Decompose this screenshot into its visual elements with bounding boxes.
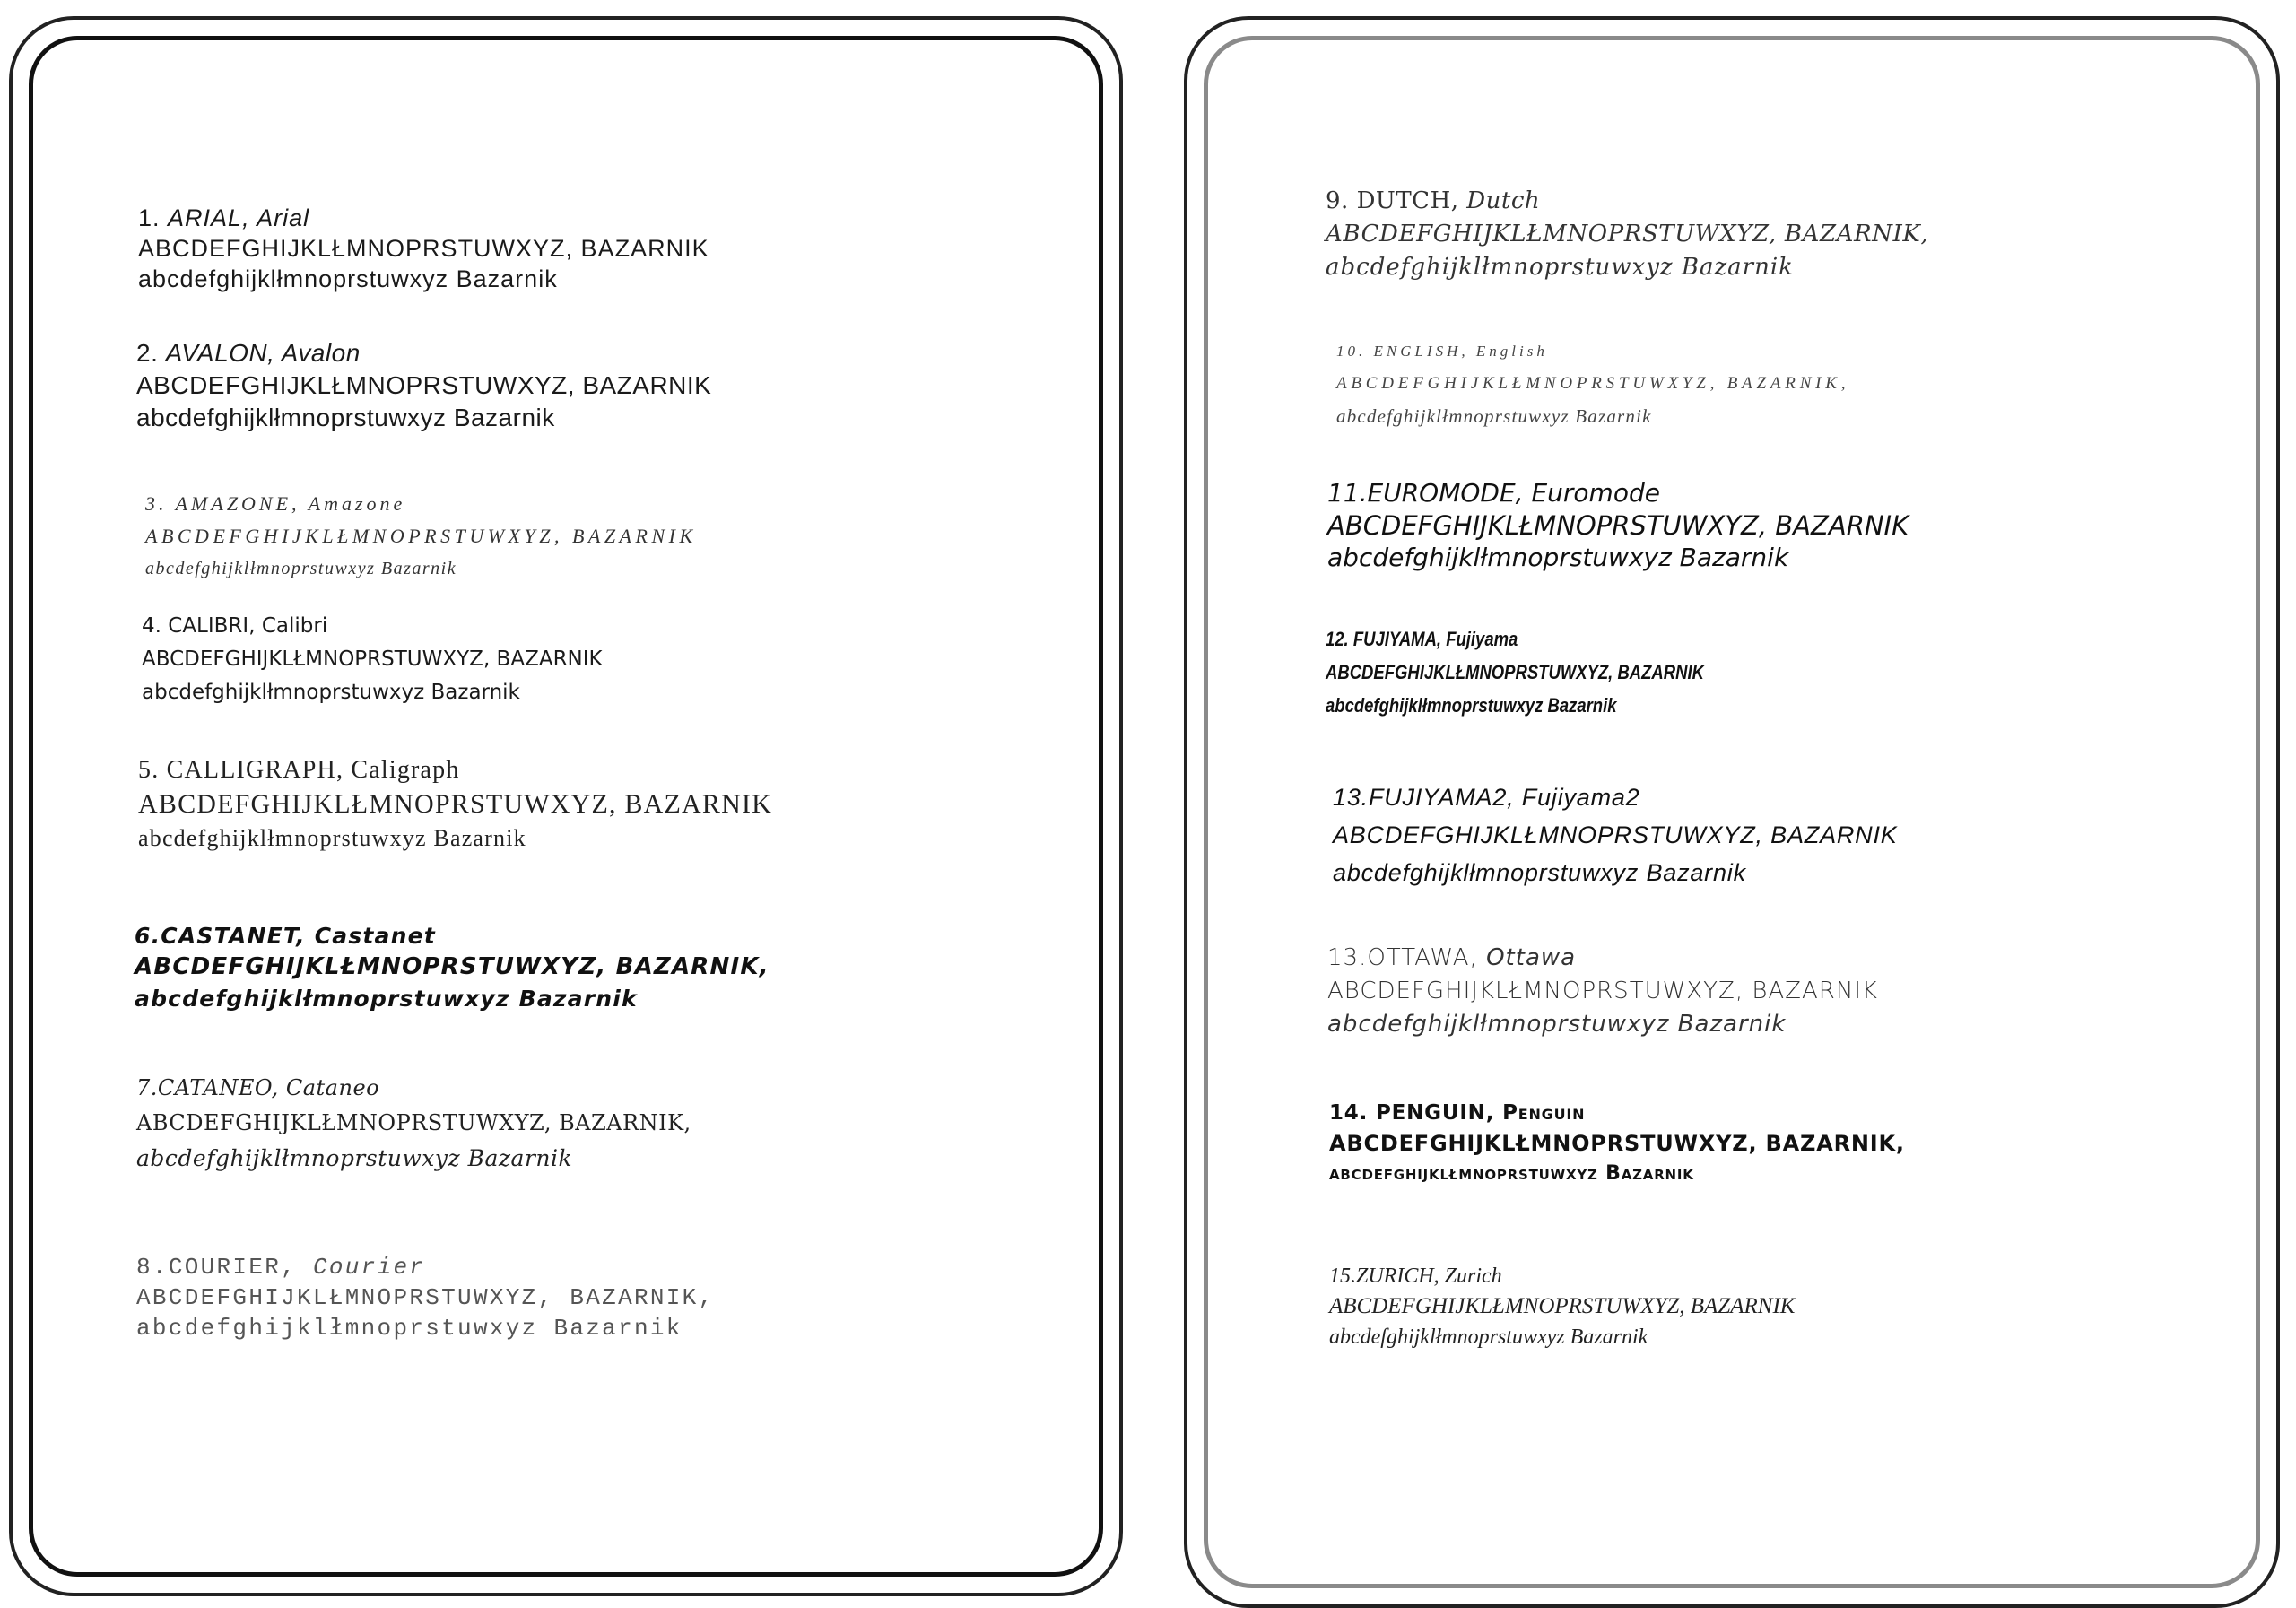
font-sample-uppercase: ABCDEFGHIJKLŁMNOPRSTUWXYZ, BAZARNIK <box>1327 978 1878 1004</box>
font-sample-lowercase: abcdefghijklłmnoprstuwxyz Bazarnik <box>1326 694 1617 717</box>
font-sample-lowercase: abcdefghijklłmnoprstuwxyz Bazarnik <box>1329 1162 1694 1185</box>
font-sample-lowercase: abcdefghijklłmnoprstuwxyz Bazarnik <box>135 986 638 1012</box>
font-sample-ottawa <box>1327 942 1878 1041</box>
font-sample-zurich <box>1329 1261 1795 1352</box>
font-sample-uppercase: ABCDEFGHIJKLŁMNOPRSTUWXYZ, BAZARNIK <box>145 525 697 547</box>
font-sample-lowercase: abcdefghijklłmnoprstuwxyz Bazarnik <box>1327 1011 1787 1038</box>
font-sample-fujiyama <box>1326 622 1704 722</box>
font-sample-title: 9. DUTCH, Dutch <box>1326 187 1541 214</box>
font-sample-arial <box>138 203 709 294</box>
font-sample-lowercase: abcdefghijklłmnoprstuwxyz Bazarnik <box>138 825 526 851</box>
font-sample-title: 12. FUJIYAMA, Fujiyama <box>1326 628 1518 650</box>
font-sample-euromode <box>1327 477 1909 574</box>
font-sample-uppercase: ABCDEFGHIJKLŁMNOPRSTUWXYZ, BAZARNIK <box>138 235 709 262</box>
font-sample-uppercase: ABCDEFGHIJKLŁMNOPRSTUWXYZ, BAZARNIK <box>1329 1294 1796 1318</box>
font-sample-title: 1. ARIAL, Arial <box>138 204 310 231</box>
font-sample-calibri <box>142 610 603 709</box>
font-sample-uppercase: ABCDEFGHIJKLŁMNOPRSTUWXYZ, BAZARNIK <box>142 648 603 671</box>
font-sample-uppercase: ABCDEFGHIJKLŁMNOPRSTUWXYZ, BAZARNIK, <box>136 1284 715 1311</box>
font-sample-lowercase: abcdefghijklłmnoprstuwxyz Bazarnik <box>136 1315 683 1342</box>
font-sample-uppercase: ABCDEFGHIJKLŁMNOPRSTUWXYZ, BAZARNIK, <box>1336 374 1850 393</box>
font-sample-uppercase: ABCDEFGHIJKLŁMNOPRSTUWXYZ, BAZARNIK <box>136 371 712 399</box>
font-sample-uppercase: ABCDEFGHIJKLŁMNOPRSTUWXYZ, BAZARNIK <box>138 789 773 819</box>
font-sample-calligraph <box>138 753 772 856</box>
font-sample-title: 5. CALLIGRAPH, Caligraph <box>138 756 460 784</box>
font-sample-uppercase: ABCDEFGHIJKLŁMNOPRSTUWXYZ, BAZARNIK, <box>1326 221 1929 248</box>
font-sample-title: 13.OTTAWA, Ottawa <box>1327 944 1577 971</box>
font-sample-courier <box>136 1252 715 1343</box>
font-sample-title: 8.COURIER, Courier <box>136 1254 426 1281</box>
font-sample-lowercase: abcdefghijklłmnoprstuwxyz Bazarnik <box>136 404 555 431</box>
font-sample-title: 10. ENGLISH, English <box>1336 343 1548 360</box>
font-sample-fujiyama2 <box>1333 778 1898 891</box>
font-sample-uppercase: ABCDEFGHIJKLŁMNOPRSTUWXYZ, BAZARNIK, <box>1329 1131 1905 1156</box>
font-sample-amazone <box>145 488 697 585</box>
font-sample-title: 11.EUROMODE, Euromode <box>1327 478 1660 508</box>
font-sample-avalon <box>136 337 711 434</box>
font-sample-penguin <box>1329 1098 1905 1189</box>
font-sample-dutch <box>1326 185 1928 284</box>
font-sample-lowercase: abcdefghijklłmnoprstuwxyz Bazarnik <box>1336 405 1652 427</box>
font-sample-uppercase: ABCDEFGHIJKLŁMNOPRSTUWXYZ, BAZARNIK <box>1327 510 1909 541</box>
font-sample-uppercase: ABCDEFGHIJKLŁMNOPRSTUWXYZ, BAZARNIK, <box>135 953 770 980</box>
font-sample-title: 14. PENGUIN, Penguin <box>1329 1101 1586 1125</box>
font-sample-uppercase: ABCDEFGHIJKLŁMNOPRSTUWXYZ, BAZARNIK <box>1333 821 1898 848</box>
font-sample-lowercase: abcdefghijklłmnoprstuwxyz Bazarnik <box>142 681 520 704</box>
font-sample-castanet <box>135 920 770 1014</box>
font-sample-uppercase: ABCDEFGHIJKLŁMNOPRSTUWXYZ, BAZARNIK <box>1326 661 1704 683</box>
font-sample-title: 3. AMAZONE, Amazone <box>145 492 406 515</box>
font-sample-lowercase: abcdefghijklłmnoprstuwxyz Bazarnik <box>1327 543 1789 572</box>
font-sample-english <box>1336 335 1849 432</box>
font-sample-title: 2. AVALON, Avalon <box>136 339 361 367</box>
font-sample-uppercase: ABCDEFGHIJKLŁMNOPRSTUWXYZ, BAZARNIK, <box>136 1110 691 1135</box>
font-sample-lowercase: abcdefghijklłmnoprstuwxyz Bazarnik <box>1326 254 1794 281</box>
font-sample-lowercase: abcdefghijklłmnoprstuwxyz Bazarnik <box>138 265 558 292</box>
font-sample-cataneo <box>136 1071 691 1176</box>
font-sample-lowercase: abcdefghijklłmnoprstuwxyz Bazarnik <box>1333 859 1746 886</box>
font-sample-lowercase: abcdefghijklłmnoprstuwxyz Bazarnik <box>136 1145 573 1171</box>
font-sample-title: 15.ZURICH, Zurich <box>1329 1265 1502 1288</box>
font-sample-title: 7.CATANEO, Cataneo <box>136 1075 380 1100</box>
font-sample-title: 13.FUJIYAMA2, Fujiyama2 <box>1333 784 1640 811</box>
font-sample-lowercase: abcdefghijklłmnoprstuwxyz Bazarnik <box>145 559 457 578</box>
font-sample-title: 4. CALIBRI, Calibri <box>142 614 328 638</box>
font-sample-lowercase: abcdefghijklłmnoprstuwxyz Bazarnik <box>1329 1326 1648 1349</box>
font-sample-title: 6.CASTANET, Castanet <box>135 923 436 949</box>
